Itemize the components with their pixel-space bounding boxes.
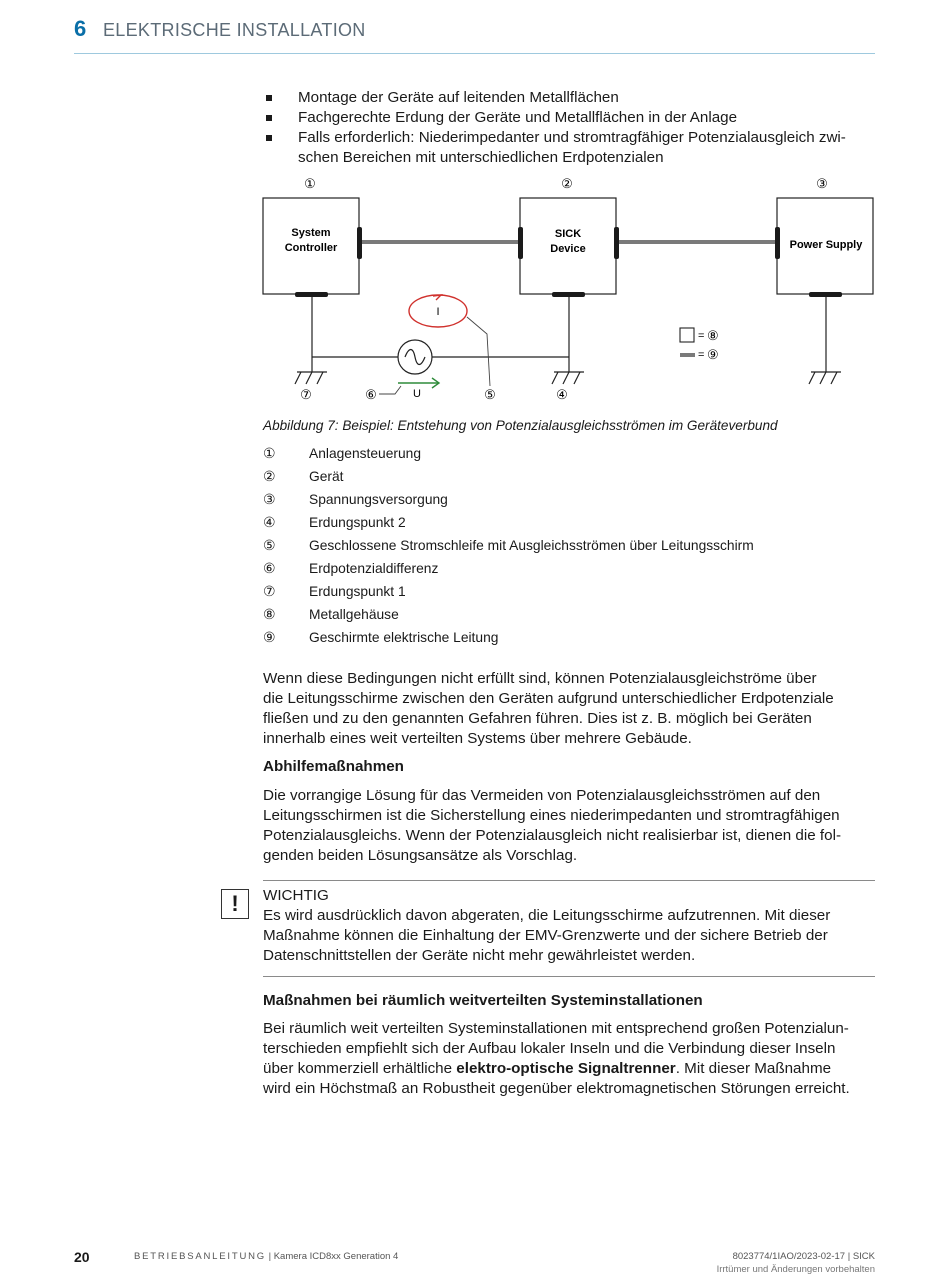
text-span: über kommerziell erhältliche [263,1060,457,1077]
bullet-square [266,135,272,141]
legend-number: ⑥ [263,561,276,576]
warning-top-rule [263,880,875,881]
ground-symbol-icon [809,372,841,384]
bullet-square [266,95,272,101]
legend-text: Geschirmte elektrische Leitung [309,630,499,645]
legend-number: ④ [263,515,276,530]
doc-type: BETRIEBSANLEITUNG [134,1251,266,1262]
box1-label-line2: Controller [284,242,338,254]
legend-number: ② [263,469,276,484]
bullet-square [266,115,272,121]
current-arrow-icon [433,295,441,300]
text-line [263,1059,875,1079]
ground-connector [552,292,585,297]
connector [775,227,780,259]
marker-5: ⑤ [484,387,496,402]
text-line: Es wird ausdrücklich davon abgeraten, die Leitungsschirme aufzutrennen. Mit dieser [263,907,831,924]
connector [518,227,523,259]
text-line: Leitungsschirmen ist die Sicherstellung eines niederimpedanten und stromtragfähigen [263,807,840,824]
legend-eq: = [698,330,705,342]
ground-connector [295,292,328,297]
legend-text: Erdungspunkt 1 [309,584,406,599]
box2-label-line1: SICK [554,228,582,240]
legend-text: Metallgehäuse [309,607,399,622]
legend-text: Geschlossene Stromschleife mit Ausgleichsströmen über Leitungsschirm [309,538,754,553]
text-span: . Mit dieser Maßnahme [675,1060,832,1077]
legend-text: Spannungsversorgung [309,492,448,507]
marker-8: ⑧ [707,328,719,343]
text-line: Die vorrangige Lösung für das Vermeiden von Potenzialausgleichsströmen auf den [263,787,821,804]
marker-1: ① [304,176,316,191]
figure-caption: Abbildung 7: Beispiel: Entstehung von Potenzialausgleichsströmen im Geräteverbund [263,418,778,433]
bullet-text: Montage der Geräte auf leitenden Metallflächen [298,89,619,106]
ground-symbol-icon [552,372,584,384]
bullet-item [263,128,883,168]
box3-label: Power Supply [789,239,863,251]
paragraph [263,786,875,866]
text-line: genden beiden Lösungsansätze als Vorschlag. [263,847,578,864]
legend-number: ⑤ [263,538,276,553]
marker-3: ③ [816,176,828,191]
warning-bottom-rule [263,976,875,977]
text-line: terschieden empfiehlt sich der Aufbau lokaler Inseln und die Verbindung dieser Inseln [263,1040,836,1057]
legend-number: ① [263,446,276,461]
bullet-item [263,108,883,128]
legend-text: Gerät [309,469,344,484]
header-rule [74,53,875,54]
legend-text: Anlagensteuerung [309,446,421,461]
text-line: fließen und zu den genannten Gefahren führen. Dies ist z. B. möglich bei Geräten [263,710,812,727]
footer-disclaimer: Irrtümer und Änderungen vorbehalten [716,1264,875,1275]
text-line: wird ein Höchstmaß an Robustheit gegenüber elektromagnetischen Störungen erreicht. [263,1080,850,1097]
text-line: Datenschnittstellen der Geräte nicht mehr gewährleistet werden. [263,947,696,964]
legend-number: ⑦ [263,584,276,599]
text-line: die Leitungsschirme zwischen den Geräten aufgrund unterschiedlicher Erdpotenziale [263,690,834,707]
bullet-text: Falls erforderlich: Niederimpedanter und stromtragfähiger Potenzialausgleich zwi- [298,129,846,146]
legend-number: ⑧ [263,607,276,622]
connector [614,227,619,259]
warning-title: WICHTIG [263,887,329,904]
emphasis-text: elektro-optische Signaltrenner [456,1060,676,1077]
paragraph [263,669,875,749]
text-line: Wenn diese Bedingungen nicht erfüllt sind, können Potenzialausgleichströme über [263,670,817,687]
box2-label-line2: Device [550,243,586,255]
bullet-text-cont: schen Bereichen mit unterschiedlichen Erdpotenzialen [298,149,664,166]
metal-housing-legend-icon [680,328,694,342]
section-heading: Abhilfemaßnahmen [263,758,404,775]
legend-number: ⑨ [263,630,276,645]
text-line: Bei räumlich weit verteilten Systeminstallationen mit entsprechend großen Potenzialun- [263,1020,849,1037]
text-line: Potenzialausgleichs. Wenn der Potenzialausgleich nicht realisierbar ist, dienen die fol- [263,827,842,844]
page-number: 20 [74,1249,90,1265]
text-line: Maßnahme können die Einhaltung der EMV-Grenzwerte und der sichere Betrieb der [263,927,828,944]
footer-doc-id: 8023774/1IAO/2023-02-17 | SICK [732,1251,875,1262]
bullet-item [263,88,883,108]
connector [357,227,362,259]
ground-loop-diagram [255,172,885,407]
marker-4: ④ [556,387,568,402]
bullet-text: Fachgerechte Erdung der Geräte und Metallflächen in der Anlage [298,109,738,126]
ground-symbol-icon [295,372,327,384]
legend-text: Erdungspunkt 2 [309,515,406,530]
marker-9: ⑨ [707,347,719,362]
warning-exclamation-icon: ! [221,889,249,919]
legend-number: ③ [263,492,276,507]
marker-6: ⑥ [365,387,377,402]
legend-eq: = [698,349,705,361]
voltage-label: U [413,388,421,400]
doc-title: | Kamera ICD8xx Generation 4 [265,1251,399,1262]
paragraph [263,1019,875,1099]
ground-connector [809,292,842,297]
section-heading: Maßnahmen bei räumlich weitverteilten Systeminstallationen [263,992,703,1009]
footer-doc-title [134,1251,398,1262]
chapter-number: 6 [74,16,87,41]
chapter-title: ELEKTRISCHE INSTALLATION [103,20,366,40]
marker-2: ② [561,176,573,191]
text-line: innerhalb eines weit verteilten Systems über mehrere Gebäude. [263,730,692,747]
warning-block [263,886,875,966]
current-label: I [436,306,440,318]
box1-label-line1: System [291,227,331,239]
legend-text: Erdpotenzialdifferenz [309,561,439,576]
marker-7: ⑦ [300,387,312,402]
